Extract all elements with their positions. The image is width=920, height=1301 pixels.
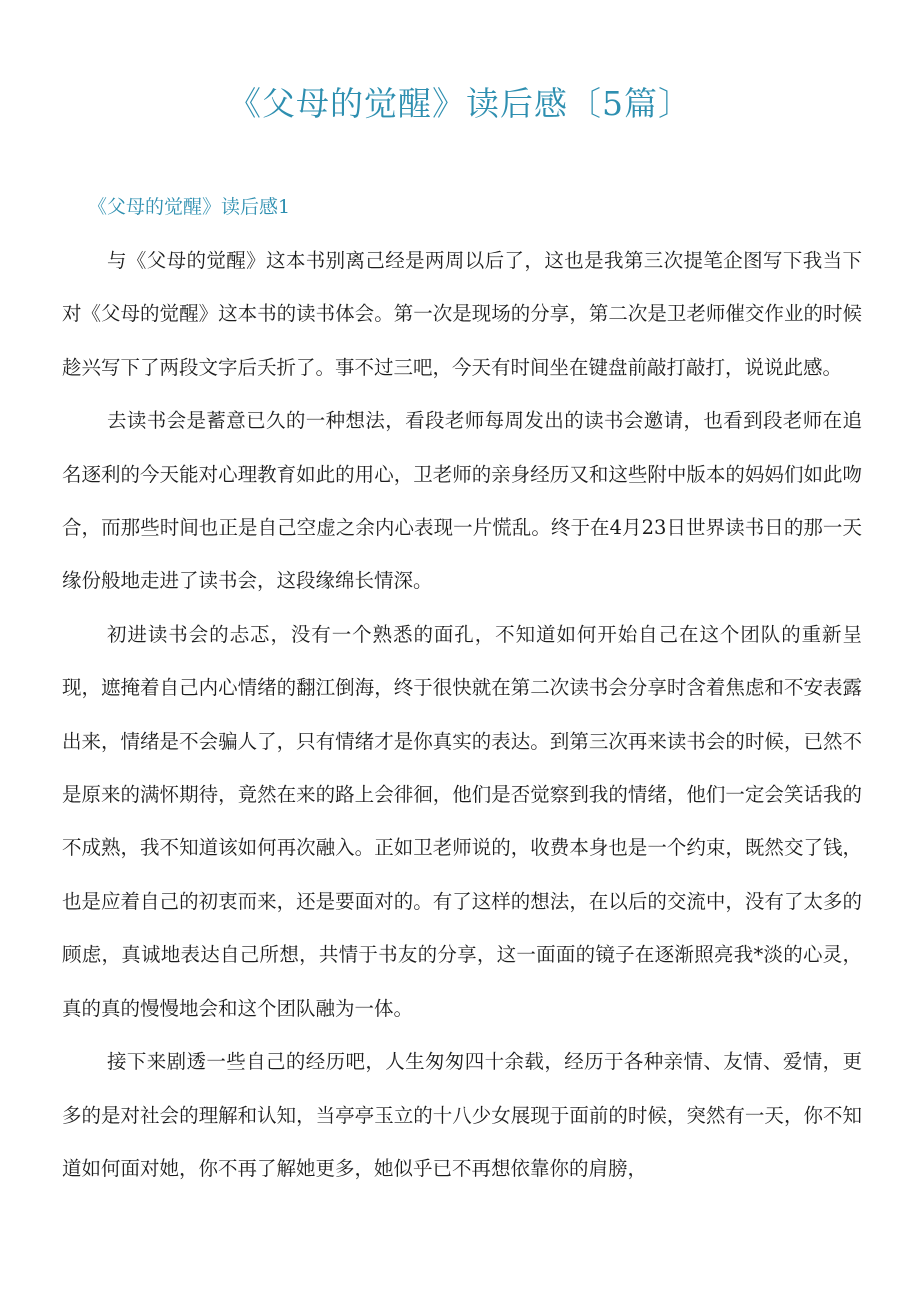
paragraph-2: 去读书会是蓄意已久的一种想法，看段老师每周发出的读书会邀请，也看到段老师在追名逐利的今天能对心理教育如此的用心，卫老师的亲身经历又和这些附中版本的妈妈们如此吻合，而那些时间也正是自己空虚之余内心表现一片慌乱。终于在4月23日世界读书日的那一天缘份般地走进了读书会，这段缘绵长情深。 (62, 409, 862, 593)
section-heading: 《父母的觉醒》读后感1 (88, 196, 291, 218)
body-text (62, 234, 862, 1195)
paragraph-4: 接下来剧透一些自己的经历吧，人生匆匆四十余载，经历于各种亲情、友情、爱情，更多的是对社会的理解和认知，当亭亭玉立的十八少女展现于面前的时候，突然有一天，你不知道如何面对她，你不再了解她更多，她似乎已不再想依靠你的肩膀， (62, 1050, 862, 1180)
paragraph-3: 初进读书会的忐忑，没有一个熟悉的面孔，不知道如何开始自己在这个团队的重新呈现，遮掩着自己内心情绪的翻江倒海，终于很快就在第二次读书会分享时含着焦虑和不安表露出来，情绪是不会骗人了，只有情绪才是你真实的表达。到第三次再来读书会的时候，已然不是原来的满怀期待，竟然在来的路上会徘徊，他们是否觉察到我的情绪，他们一定会笑话我的不成熟，我不知道该如何再次融入。正如卫老师说的，收费本身也是一个约束，既然交了钱，也是应着自己的初衷而来，还是要面对的。有了这样的想法，在以后的交流中，没有了太多的顾虑，真诚地表达自己所想，共情于书友的分享，这一面面的镜子在逐渐照亮我*淡的心灵，真的真的慢慢地会和这个团队融为一体。 (62, 622, 862, 1020)
document-title: 《父母的觉醒》读后感〔5篇〕 (228, 84, 692, 123)
paragraph-1: 与《父母的觉醒》这本书别离己经是两周以后了，这也是我第三次提笔企图写下我当下对《父母的觉醒》这本书的读书体会。第一次是现场的分享，第二次是卫老师催交作业的时候趁兴写下了两段文字后夭折了。事不过三吧，今天有时间坐在键盘前敲打敲打，说说此感。 (62, 249, 862, 379)
